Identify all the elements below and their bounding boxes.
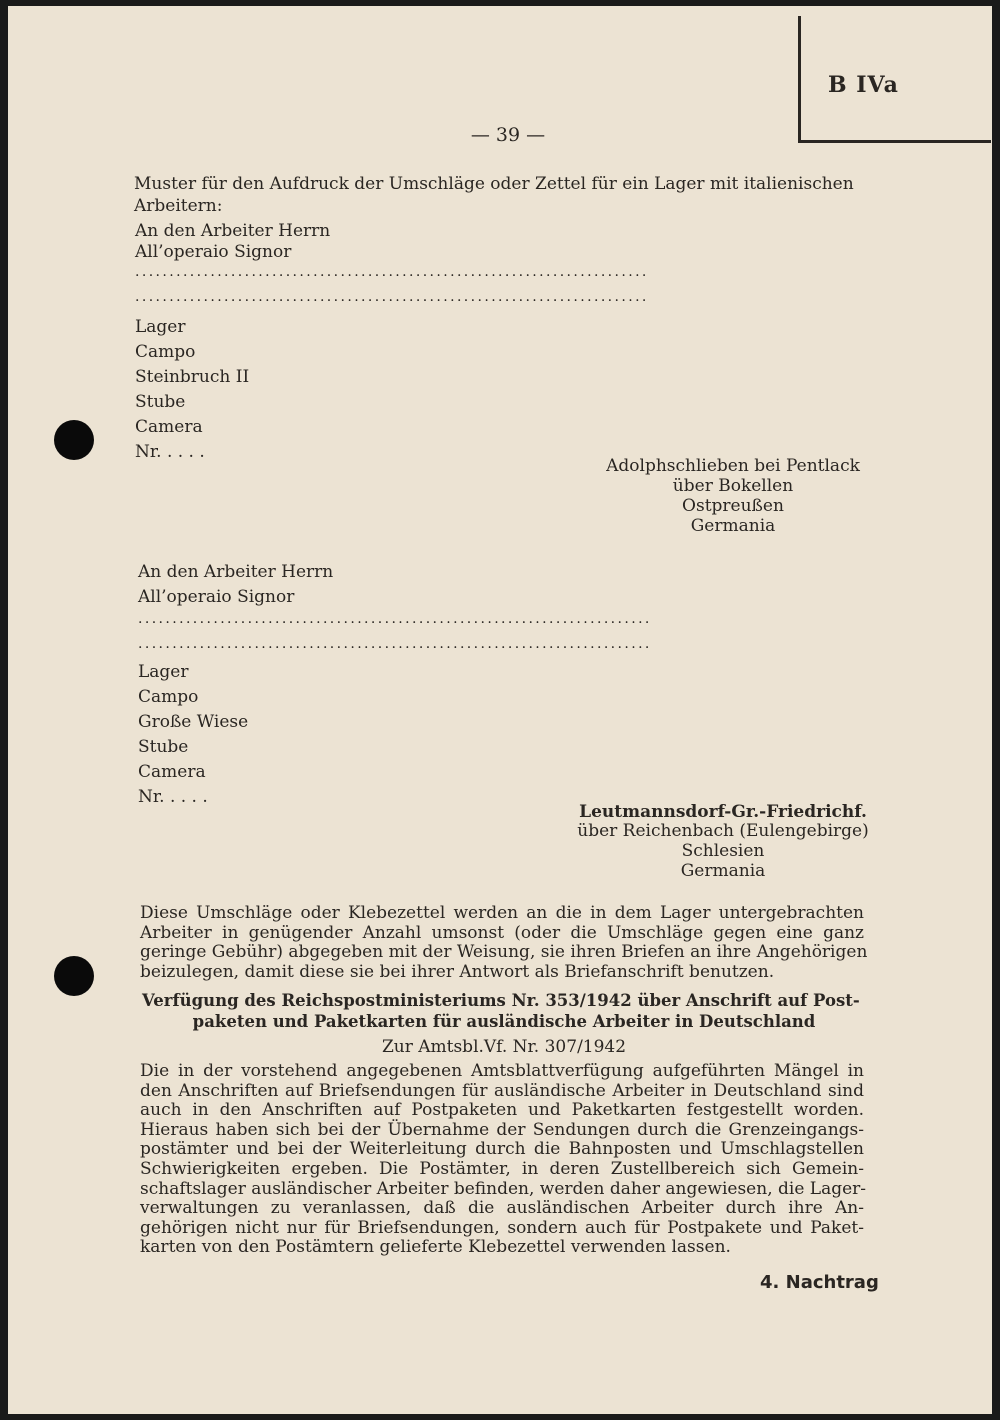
decree-line: schaftslager ausländischer Arbeiter befinden, werden daher angewiesen, die Lager-	[140, 1178, 867, 1199]
decree-reference: Zur Amtsbl.Vf. Nr. 307/1942	[381, 1037, 627, 1057]
address2-line-camera: Camera	[138, 762, 206, 782]
page-number: — 39 —	[470, 124, 546, 146]
note-line: geringe Gebühr) abgegeben mit der Weisung, sie ihren Briefen an ihre Angehörigen	[140, 942, 868, 963]
address1-salutation-it: All’operaio Signor	[135, 242, 292, 262]
document-page	[8, 6, 992, 1414]
decree-title-line-2: paketen und Paketkarten für ausländische Arbeiter in Deutschland	[192, 1012, 816, 1031]
decree-line: Die in der vorstehend angegebenen Amtsblattverfügung aufgeführten Mängel in	[140, 1061, 864, 1081]
decree-line: karten von den Postämtern gelieferte Klebezettel verwenden lassen.	[140, 1237, 731, 1258]
section-code: B IVa	[828, 72, 899, 98]
intro-line-2: Arbeitern:	[134, 196, 223, 216]
address2-line-camp-name: Große Wiese	[138, 712, 249, 732]
note-paragraph	[140, 903, 868, 982]
decree-body	[140, 1061, 867, 1258]
address1-dotted-line-1: ...........................................................................	[135, 264, 649, 280]
note-line: Arbeiter in genügender Anzahl umsonst (oder die Umschläge gegen eine ganz	[140, 922, 864, 943]
address2-place-line-1: Leutmannsdorf-Gr.-Friedrichf.	[579, 802, 867, 822]
address1-line-camp-name: Steinbruch II	[135, 367, 250, 387]
intro-line-1: Muster für den Aufdruck der Umschläge oder Zettel für ein Lager mit italienischen	[134, 174, 854, 194]
note-line: beizulegen, damit diese sie bei ihrer Antwort als Briefanschrift benutzen.	[140, 961, 775, 982]
address1-salutation-de: An den Arbeiter Herrn	[135, 221, 331, 241]
decree-line: postämter und bei der Weiterleitung durch die Bahnposten und Umschlagstellen	[140, 1139, 864, 1160]
decree-line: gehörigen nicht nur für Briefsendungen, sondern auch für Postpakete und Paket-	[140, 1217, 864, 1238]
address1-place-line-4: Germania	[690, 516, 776, 536]
address1-dotted-line-2: ...........................................................................	[135, 289, 649, 305]
address2-place-line-4: Germania	[680, 861, 766, 881]
address1-place-line-1: Adolphschlieben bei Pentlack	[606, 456, 860, 476]
address1-line-campo: Campo	[135, 342, 196, 362]
address2-place-line-2: über Reichenbach (Eulengebirge)	[577, 821, 869, 841]
address1-place-line-2: über Bokellen	[672, 476, 794, 496]
decree-line: verwaltungen zu veranlassen, daß die ausländischen Arbeiter durch ihre An-	[140, 1198, 864, 1219]
decree-line: Schwierigkeiten ergeben. Die Postämter, in deren Zustellbereich sich Gemein-	[140, 1158, 864, 1179]
address2-line-stube: Stube	[138, 737, 189, 757]
note-line: Diese Umschläge oder Klebezettel werden an die in dem Lager untergebrachten	[140, 903, 864, 923]
address2-dotted-line-1: ...........................................................................	[138, 611, 652, 627]
address2-line-nr: Nr. . . . .	[138, 787, 208, 807]
address2-dotted-line-2: ...........................................................................	[138, 636, 652, 652]
decree-line: Hieraus haben sich bei der Übernahme der Sendungen durch die Grenzeingangs-	[140, 1119, 864, 1140]
address2-line-campo: Campo	[138, 687, 199, 707]
address2-line-lager: Lager	[138, 662, 189, 682]
address1-line-lager: Lager	[135, 317, 186, 337]
address2-salutation-it: All’operaio Signor	[138, 587, 295, 607]
address1-place-line-3: Ostpreußen	[682, 496, 784, 516]
address2-salutation-de: An den Arbeiter Herrn	[138, 562, 334, 582]
address1-line-nr: Nr. . . . .	[135, 442, 205, 462]
address2-place-line-3: Schlesien	[681, 841, 765, 861]
decree-line: den Anschriften auf Briefsendungen für ausländische Arbeiter in Deutschland sind	[140, 1080, 864, 1101]
decree-line: auch in den Anschriften auf Postpaketen und Paketkarten festgestellt worden.	[140, 1100, 864, 1121]
punch-hole-top	[54, 420, 94, 460]
punch-hole-bottom	[54, 956, 94, 996]
address1-line-stube: Stube	[135, 392, 186, 412]
address1-line-camera: Camera	[135, 417, 203, 437]
decree-title-line-1: Verfügung des Reichspostministeriums Nr. 353/1942 über Anschrift auf Post-	[142, 991, 860, 1010]
supplement-label: 4. Nachtrag	[760, 1272, 879, 1293]
